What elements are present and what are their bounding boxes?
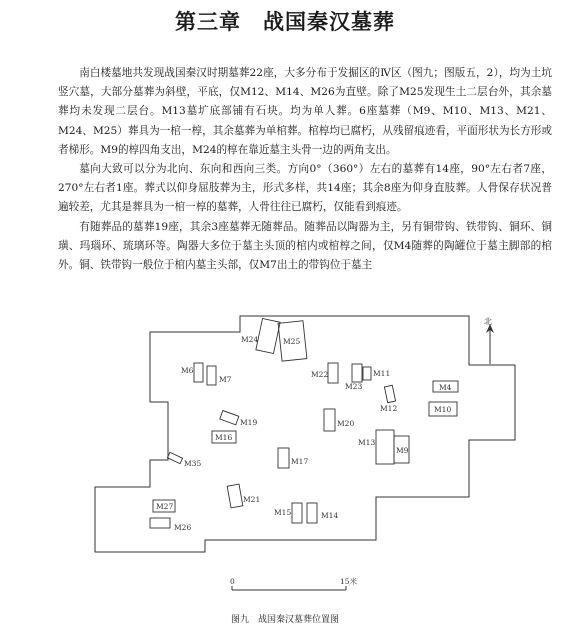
north-arrow-icon (486, 324, 494, 364)
tomb-m16 (324, 409, 335, 431)
figure-caption: 图九 战国秦汉墓葬位置图 (230, 615, 339, 625)
tomb-m26 (150, 518, 170, 528)
tomb-label-m25: M25 (283, 337, 301, 346)
tomb-m22 (328, 363, 338, 383)
tomb-m12 (384, 385, 395, 402)
tomb-label-m20: M16 (215, 433, 233, 442)
tomb-label-m23: M23 (345, 382, 363, 391)
paragraph: 墓向大致可以分为北向、东向和西向三类。方向0°（360°）左右的墓葬有14座，90°左右者7座，270°左右者1座。葬式以仰身屈肢葬为主，形式多样，共14座；其余8座为仰身直肢葬。人骨保存状况普遍较差，尤其是葬具为一棺一椁的墓葬，人骨往往已腐朽，仅能看到痕迹。 (58, 163, 552, 214)
tomb-m7 (207, 366, 216, 385)
tomb-m19 (220, 411, 239, 425)
excavation-boundary (95, 316, 515, 552)
tomb-label-m15: M15 (274, 508, 292, 517)
tomb-label-m12: M12 (380, 404, 398, 413)
paragraph: 南白楼墓地共发现战国秦汉时期墓葬22座，大多分布于发掘区的Ⅳ区（图九；图版五，2），均为土坑竖穴墓，大部分墓葬为斜壁，平底，仅M12、M14、M26为直壁。除了M25发现生土二层台外，其余墓葬均未发现二层台。M13墓圹底部铺有石块。均为单人葬。6座墓葬（M9、M10、M13、M21、M24、M25）葬具为一棺一椁，其余墓葬为单棺葬。棺椁均已腐朽，从残留痕迹看，平面形状为长方形或者梯形。M9的椁四角支出，M24的椁在靠近墓主头骨一边的两角支出。 (58, 67, 552, 156)
north-label: 北 (484, 317, 492, 326)
body-text (58, 64, 552, 275)
tomb-label-m11: M11 (373, 369, 391, 378)
paragraph: 有随葬品的墓葬19座，其余3座墓葬无随葬品。随葬品以陶器为主，另有铜带钩、铁带钩、铜环、铜璜、玛瑙环、琉璃环等。陶器大多位于墓主头顶的棺内或棺椁之间，仅M4随葬的陶罐位于墓主脚部的棺外。铜、铁带钩一般位于棺内墓主头部，仅M7出土的带钩位于墓主 (58, 220, 552, 272)
tomb-label-m10: M10 (434, 405, 452, 414)
tomb-m17 (278, 448, 289, 468)
tomb-location-map (0, 300, 570, 636)
tomb-label-m7: M7 (219, 375, 232, 384)
tomb-label-m13: M13 (358, 438, 376, 447)
tomb-label-m21: M21 (243, 495, 261, 504)
tomb-label-m4: M4 (439, 383, 452, 392)
tomb-m23 (352, 364, 362, 382)
tomb-label-m16: M20 (337, 419, 355, 428)
tomb-label-m22: M22 (311, 370, 329, 379)
tomb-m6 (194, 363, 203, 382)
tomb-label-m14: M14 (321, 511, 339, 520)
tomb-m14 (307, 503, 317, 523)
tomb-m15 (292, 503, 302, 523)
tomb-label-m9: M9 (396, 446, 409, 455)
tomb-m13 (376, 430, 394, 464)
page-title: 第三章 战国秦汉墓葬 (175, 9, 395, 34)
tomb-label-m6: M6 (181, 366, 194, 375)
tomb-label-m27: M27 (156, 502, 174, 511)
tomb-label-m35: M35 (184, 459, 202, 468)
tomb-m21 (227, 484, 243, 508)
tomb-m35 (167, 452, 182, 463)
tomb-m24 (256, 318, 280, 353)
scale-bar (232, 586, 346, 590)
scale-end-label: 15米 (340, 577, 358, 586)
tomb-label-m19: M19 (240, 418, 258, 427)
scale-start-label: 0 (230, 577, 235, 586)
tomb-m11 (363, 367, 371, 380)
tomb-label-m24: M24 (241, 335, 259, 344)
tomb-label-m17: M17 (291, 457, 309, 466)
tomb-label-m26: M26 (174, 523, 192, 532)
